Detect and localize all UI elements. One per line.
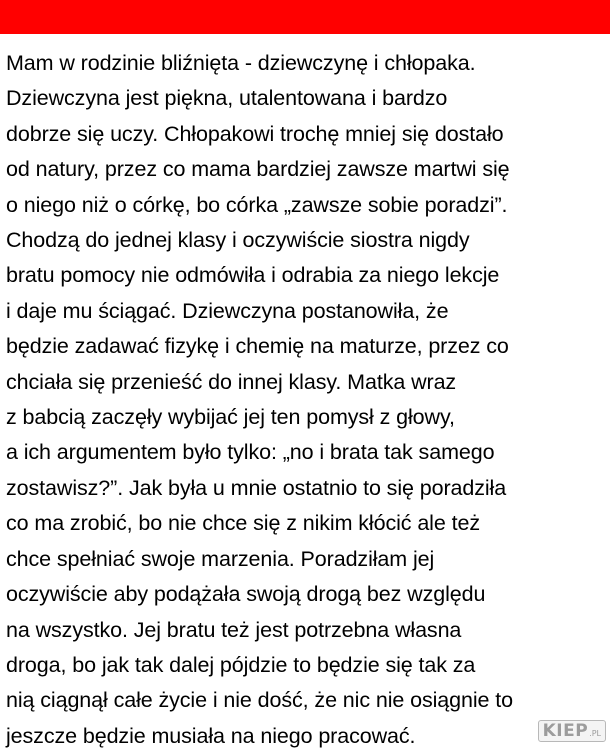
story-line: jeszcze będzie musiała na niego pracować. — [6, 723, 416, 748]
logo-domain: .PL — [589, 729, 601, 738]
story-line: zostawisz?”. Jak była u mnie ostatnio to się poradziła — [6, 475, 507, 500]
kiep-logo — [538, 720, 606, 742]
story-line: z babcią zaczęły wybijać jej ten pomysł z głowy, — [6, 405, 455, 430]
story-line: od natury, przez co mama bardziej zawsze martwi się — [6, 157, 510, 182]
story-line: i daje mu ściągać. Dziewczyna postanowiła, że — [6, 298, 449, 323]
story-line: Chodzą do jednej klasy i oczywiście siostra nigdy — [6, 228, 470, 253]
story-line: o niego niż o córkę, bo córka „zawsze sobie poradzi”. — [6, 192, 508, 217]
story-line: chciała się przenieść do innej klasy. Matka wraz — [6, 369, 457, 394]
story-line: Dziewczyna jest piękna, utalentowana i bardzo — [6, 86, 448, 111]
logo-text: KIEP — [542, 721, 589, 741]
story-line: nią ciągnął całe życie i nie dość, że nic nie osiągnie to — [6, 688, 514, 713]
story-line: droga, bo jak tak dalej pójdzie to będzie się tak za — [6, 652, 476, 677]
story-line: na wszystko. Jej bratu też jest potrzebna własna — [6, 617, 462, 642]
story-text — [6, 46, 610, 754]
story-line: co ma zrobić, bo nie chce się z nikim kłócić ale też — [6, 511, 480, 536]
story-line: oczywiście aby podążała swoją drogą bez względu — [6, 582, 486, 607]
story-line: dobrze się uczy. Chłopakowi trochę mniej się dostało — [6, 121, 504, 146]
story-line: chce spełniać swoje marzenia. Poradziłam jej — [6, 546, 435, 571]
story-line: będzie zadawać fizykę i chemię na maturze, przez co — [6, 334, 509, 359]
story-line: Mam w rodzinie bliźnięta - dziewczynę i chłopaka. — [6, 51, 476, 75]
red-header-bar — [0, 0, 610, 34]
story-line: bratu pomocy nie odmówiła i odrabia za niego lekcje — [6, 263, 500, 288]
story-line: a ich argumentem było tylko: „no i brata tak samego — [6, 440, 495, 465]
